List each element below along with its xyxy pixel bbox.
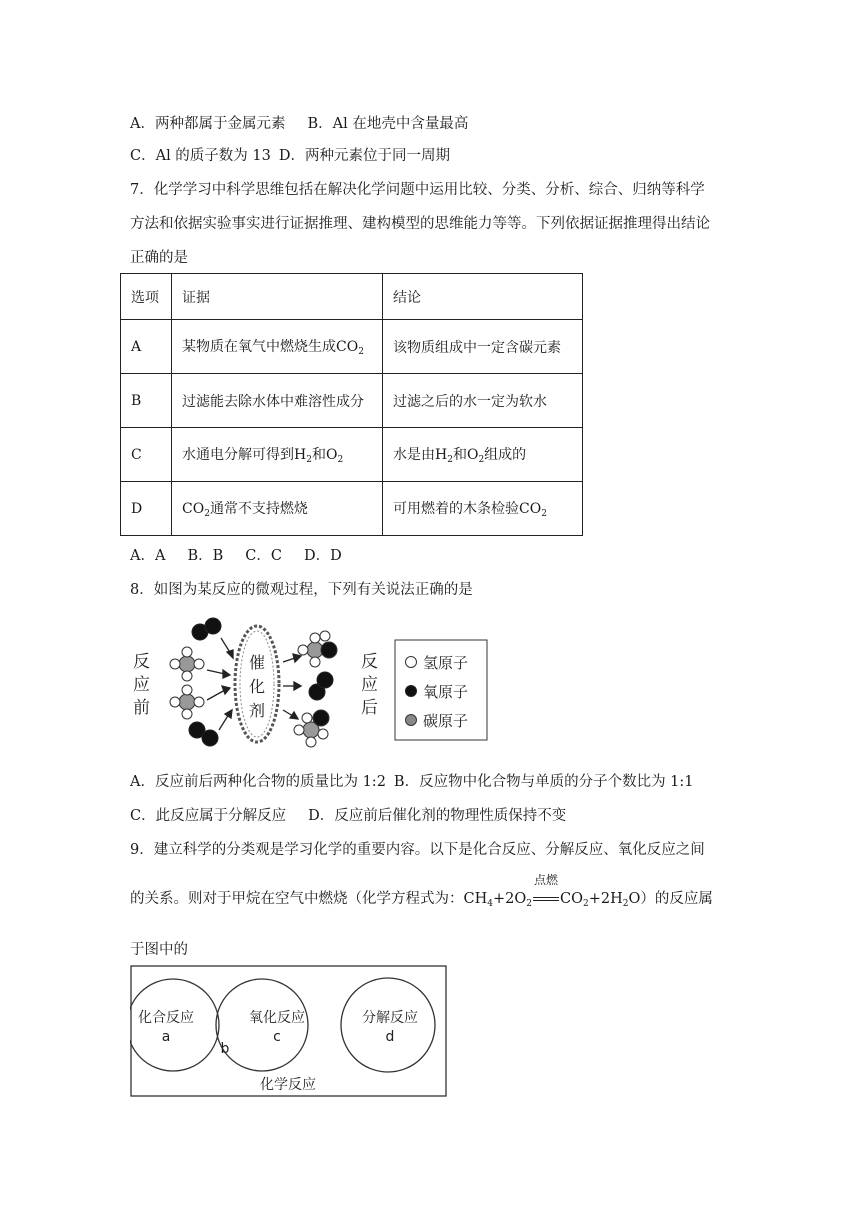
venn-label-c: c bbox=[273, 1029, 281, 1045]
q8-options-line1 bbox=[130, 770, 716, 791]
equation-condition: 点燃 bbox=[533, 873, 558, 887]
venn-label-oxidation: 氧化反应 bbox=[249, 1010, 305, 1026]
product-molecule-3 bbox=[294, 710, 329, 747]
q8-reaction-diagram bbox=[125, 612, 495, 752]
table-header-row bbox=[121, 274, 583, 320]
q8-option-a: A．反应前后两种化合物的质量比为 1:2 bbox=[130, 774, 386, 790]
catalyst-char-1: 催 bbox=[249, 653, 266, 672]
q6-options-line1 bbox=[130, 112, 490, 133]
table-row bbox=[121, 428, 583, 482]
q6-option-d: D．两种元素位于同一周期 bbox=[278, 148, 450, 164]
row-conclusion: 该物质组成中一定含碳元素 bbox=[383, 320, 583, 374]
venn-label-decomposition: 分解反应 bbox=[362, 1010, 418, 1026]
q8-stem: 8．如图为某反应的微观过程，下列有关说法正确的是 bbox=[130, 582, 473, 598]
row-conclusion: 可用燃着的木条检验$CO_2$ bbox=[383, 482, 583, 536]
row-option: B bbox=[121, 374, 172, 428]
label-after-2: 应 bbox=[361, 675, 378, 695]
q7-evidence-table bbox=[120, 273, 583, 536]
label-after-1: 反 bbox=[361, 652, 378, 672]
q7-option-b: B．B bbox=[187, 548, 224, 564]
product-molecule-1 bbox=[298, 631, 337, 667]
q6-option-a: A．两种都属于金属元素 bbox=[130, 116, 286, 132]
header-conclusion: 结论 bbox=[383, 274, 583, 320]
q7-stem-line1: 7．化学学习中科学思维包括在解决化学问题中运用比较、分类、分析、综合、归纳等科学 bbox=[130, 182, 705, 198]
q8-option-c: C．此反应属于分解反应 bbox=[130, 808, 287, 824]
svg-text:氢原子: 氢原子 bbox=[423, 654, 469, 672]
product-molecule-2 bbox=[309, 672, 333, 700]
input-arrows bbox=[207, 638, 233, 730]
svg-text:氧原子: 氧原子 bbox=[423, 683, 469, 701]
q8-option-b: B．反应物中化合物与单质的分子个数比为 1:1 bbox=[393, 774, 694, 790]
q9-venn-diagram bbox=[130, 965, 448, 1099]
svg-text:碳原子: 碳原子 bbox=[423, 712, 469, 730]
q6-options-line2 bbox=[130, 144, 472, 165]
catalyst-char-3: 剂 bbox=[249, 701, 266, 720]
row-evidence: 水通电分解可得到$H_2$和$O_2$ bbox=[172, 428, 383, 482]
ch4-molecule-1 bbox=[170, 647, 204, 681]
q7-stem-line2: 方法和依据实验事实进行证据推理、建构模型的思维能力等等。下列依据证据推理得出结论 bbox=[130, 216, 710, 232]
row-evidence: $CO_2$通常不支持燃烧 bbox=[172, 482, 383, 536]
row-evidence: 某物质在氧气中燃烧生成$CO_2$ bbox=[172, 320, 383, 374]
q7-option-a: A．A bbox=[130, 548, 166, 564]
header-evidence: 证据 bbox=[172, 274, 383, 320]
table-row bbox=[121, 320, 583, 374]
table-row bbox=[121, 482, 583, 536]
row-option: C bbox=[121, 428, 172, 482]
q9-stem-line1: 9．建立科学的分类观是学习化学的重要内容。以下是化合反应、分解反应、氧化反应之间 bbox=[130, 842, 705, 858]
label-before-1: 反 bbox=[133, 652, 150, 672]
row-option: A bbox=[121, 320, 172, 374]
row-evidence: 过滤能去除水体中难溶性成分 bbox=[172, 374, 383, 428]
label-before-3: 前 bbox=[133, 698, 150, 718]
row-conclusion: 过滤之后的水一定为软水 bbox=[383, 374, 583, 428]
q7-option-c: C．C bbox=[245, 548, 282, 564]
chemical-equation: $CH_4+2O_2$ 点燃 $CO_2+2H_2O$ bbox=[463, 873, 641, 909]
q7-option-d: D．D bbox=[303, 548, 342, 564]
venn-label-b: b bbox=[220, 1041, 230, 1057]
venn-label-reaction: 化学反应 bbox=[260, 1077, 316, 1093]
q9-stem-line3: 于图中的 bbox=[130, 942, 188, 958]
label-before-2: 应 bbox=[133, 675, 150, 695]
q7-stem-line3: 正确的是 bbox=[130, 250, 188, 266]
venn-label-d: d bbox=[385, 1029, 395, 1045]
q9-stem-line2: 的关系。则对于甲烷在空气中燃烧（化学方程式为：$CH_4+2O_2$ 点燃 $CO_2+2H_2O$）的反应属 bbox=[130, 873, 713, 909]
venn-label-combination: 化合反应 bbox=[138, 1010, 194, 1026]
q6-option-b: B．Al 在地壳中含量最高 bbox=[307, 116, 469, 132]
o2-molecule-bottom bbox=[189, 722, 218, 746]
q8-option-d: D．反应前后催化剂的物理性质保持不变 bbox=[308, 808, 567, 824]
table-row bbox=[121, 374, 583, 428]
q7-options bbox=[130, 544, 364, 565]
q8-options-line2 bbox=[130, 804, 588, 825]
row-option: D bbox=[121, 482, 172, 536]
q6-option-c: C．Al 的质子数为 13 bbox=[130, 148, 271, 164]
output-arrows bbox=[283, 654, 301, 719]
catalyst-char-2: 化 bbox=[249, 677, 266, 696]
o2-molecule-top bbox=[192, 618, 221, 640]
ch4-molecule-2 bbox=[170, 685, 204, 719]
row-conclusion: 水是由$H_2$和$O_2$组成的 bbox=[383, 428, 583, 482]
header-option: 选项 bbox=[121, 274, 172, 320]
label-after-3: 后 bbox=[361, 698, 378, 718]
venn-label-a: a bbox=[161, 1029, 171, 1045]
